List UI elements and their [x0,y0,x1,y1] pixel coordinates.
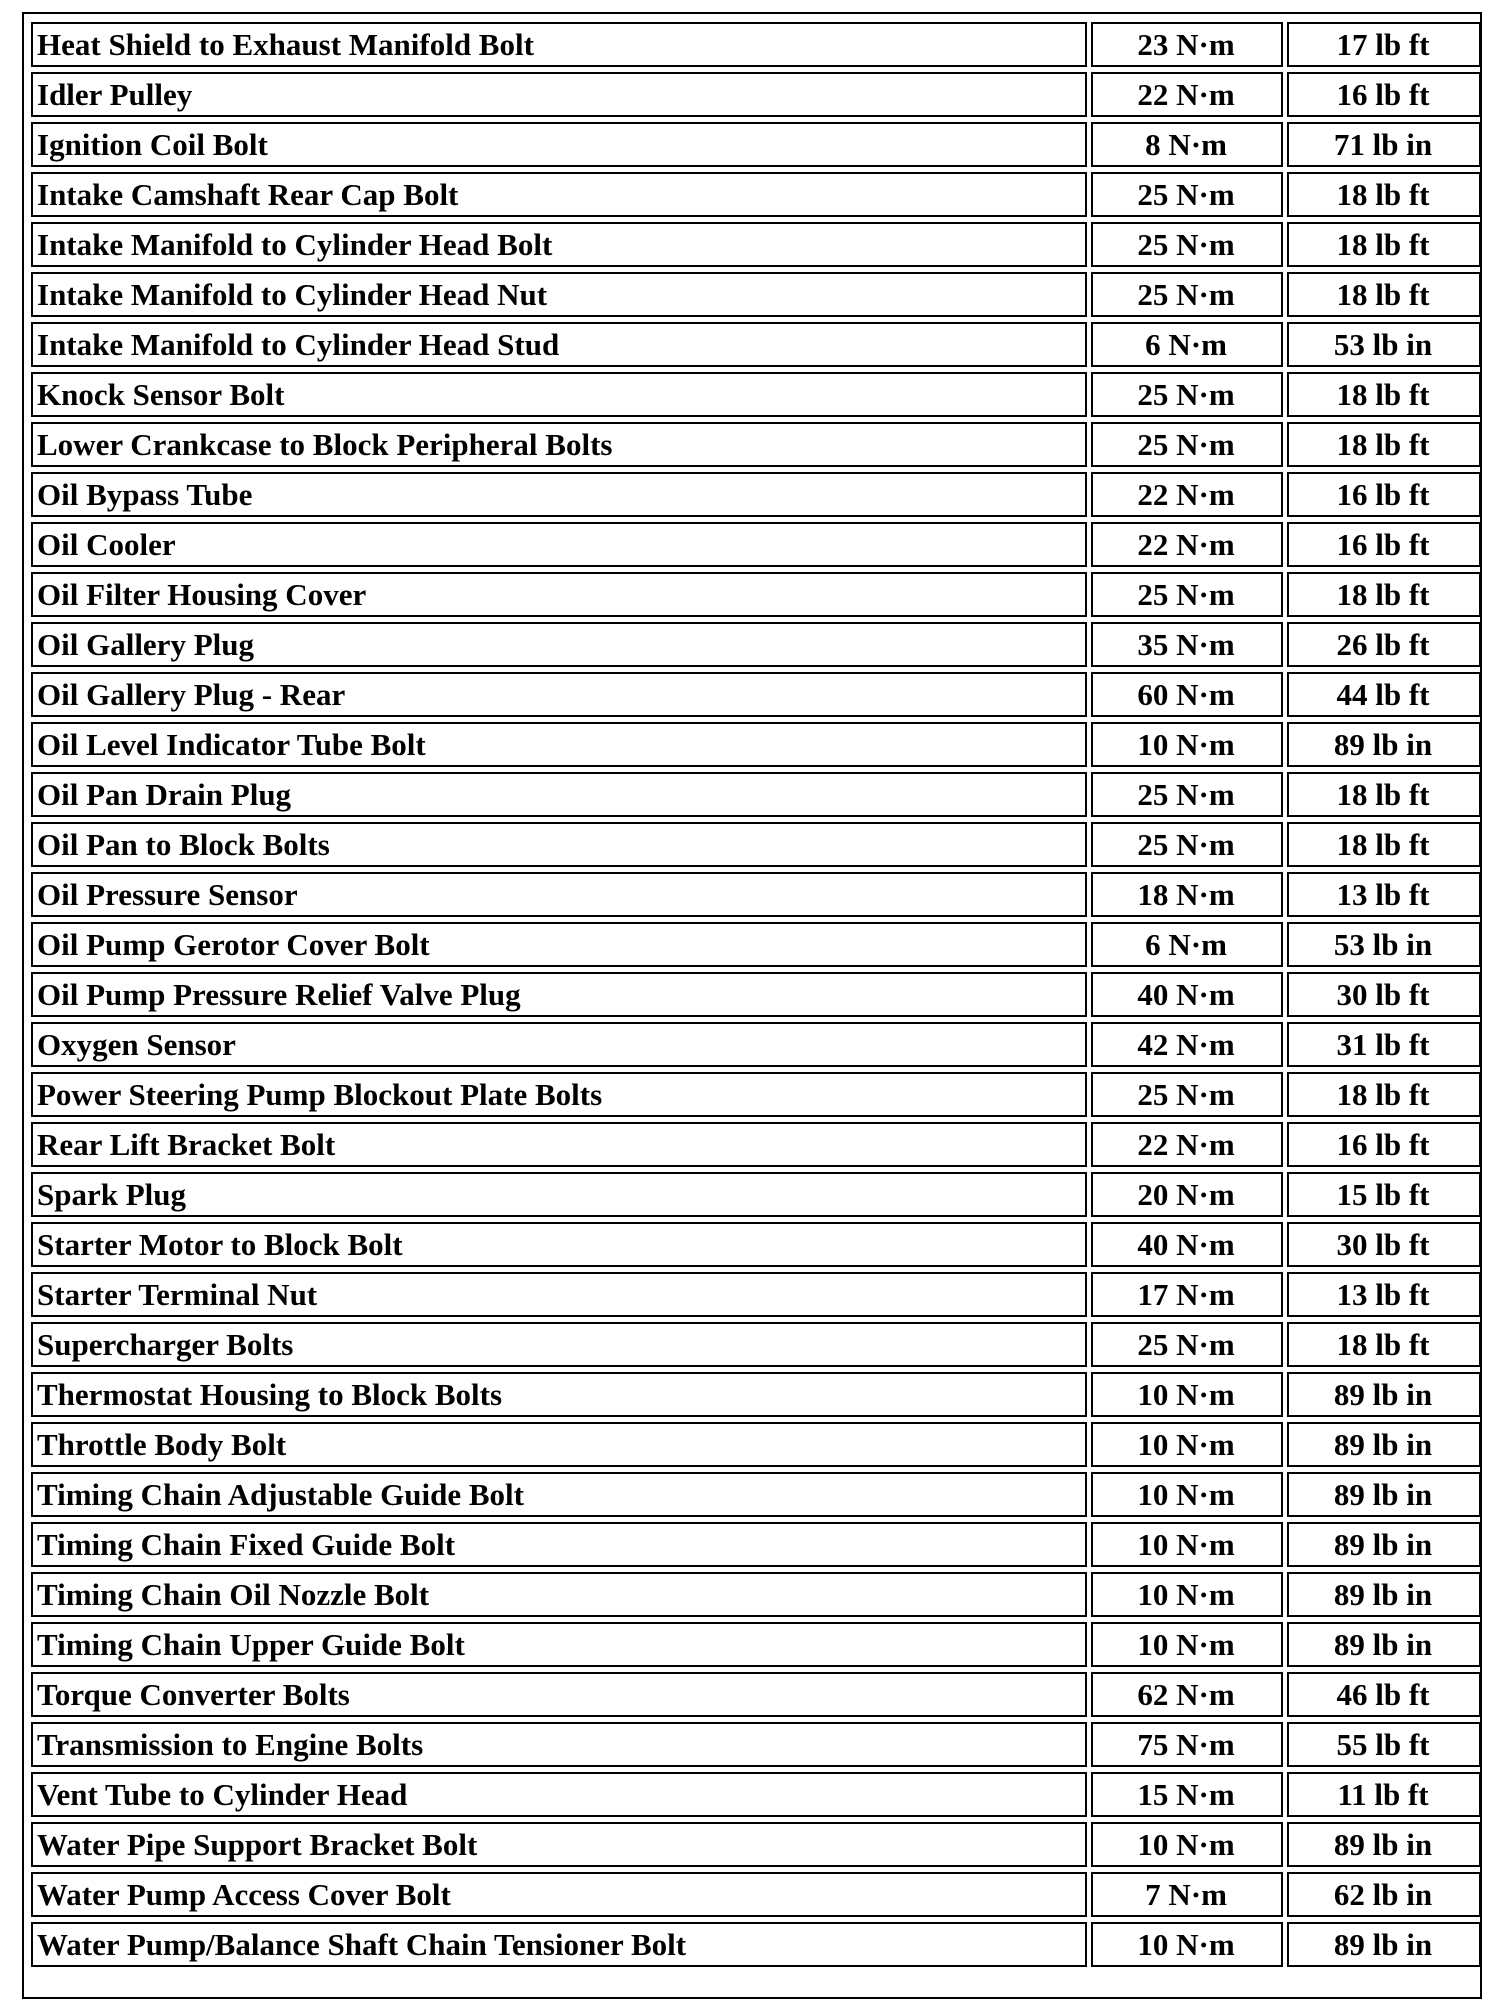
english-torque-cell: 30 lb ft [1287,1222,1481,1267]
application-cell: Oil Pressure Sensor [31,872,1087,917]
application-cell: Vent Tube to Cylinder Head [31,1772,1087,1817]
metric-torque-cell: 60 N·m [1091,672,1283,717]
application-cell: Oil Pan to Block Bolts [31,822,1087,867]
metric-torque-cell: 20 N·m [1091,1172,1283,1217]
table-row [31,72,1481,117]
table-row [31,1472,1481,1517]
table-row [31,1772,1481,1817]
table-row [31,972,1481,1017]
table-row [31,1072,1481,1117]
metric-torque-cell: 10 N·m [1091,1472,1283,1517]
table-row [31,22,1481,67]
english-torque-cell: 89 lb in [1287,1622,1481,1667]
metric-torque-cell: 17 N·m [1091,1272,1283,1317]
application-cell: Intake Manifold to Cylinder Head Stud [31,322,1087,367]
metric-torque-cell: 18 N·m [1091,872,1283,917]
application-cell: Oil Pump Pressure Relief Valve Plug [31,972,1087,1017]
application-cell: Heat Shield to Exhaust Manifold Bolt [31,22,1087,67]
english-torque-cell: 53 lb in [1287,922,1481,967]
metric-torque-cell: 25 N·m [1091,1072,1283,1117]
application-cell: Supercharger Bolts [31,1322,1087,1367]
english-torque-cell: 16 lb ft [1287,472,1481,517]
application-cell: Oil Filter Housing Cover [31,572,1087,617]
application-cell: Transmission to Engine Bolts [31,1722,1087,1767]
table-row [31,1872,1481,1917]
application-cell: Rear Lift Bracket Bolt [31,1122,1087,1167]
application-cell: Oil Level Indicator Tube Bolt [31,722,1087,767]
metric-torque-cell: 22 N·m [1091,472,1283,517]
english-torque-cell: 18 lb ft [1287,572,1481,617]
metric-torque-cell: 23 N·m [1091,22,1283,67]
metric-torque-cell: 10 N·m [1091,1572,1283,1617]
table-row [31,622,1481,667]
table-row [31,472,1481,517]
application-cell: Timing Chain Oil Nozzle Bolt [31,1572,1087,1617]
table-row [31,672,1481,717]
english-torque-cell: 18 lb ft [1287,1322,1481,1367]
application-cell: Knock Sensor Bolt [31,372,1087,417]
fastener-torque-table [27,17,1485,1972]
application-cell: Intake Manifold to Cylinder Head Nut [31,272,1087,317]
application-cell: Oil Bypass Tube [31,472,1087,517]
metric-torque-cell: 22 N·m [1091,522,1283,567]
table-row [31,1672,1481,1717]
english-torque-cell: 89 lb in [1287,1572,1481,1617]
metric-torque-cell: 22 N·m [1091,72,1283,117]
table-row [31,822,1481,867]
application-cell: Water Pipe Support Bracket Bolt [31,1822,1087,1867]
english-torque-cell: 55 lb ft [1287,1722,1481,1767]
table-row [31,922,1481,967]
metric-torque-cell: 25 N·m [1091,172,1283,217]
table-row [31,222,1481,267]
english-torque-cell: 18 lb ft [1287,422,1481,467]
english-torque-cell: 17 lb ft [1287,22,1481,67]
table-row [31,1922,1481,1967]
application-cell: Oil Gallery Plug - Rear [31,672,1087,717]
english-torque-cell: 18 lb ft [1287,272,1481,317]
application-cell: Oxygen Sensor [31,1022,1087,1067]
metric-torque-cell: 25 N·m [1091,422,1283,467]
english-torque-cell: 31 lb ft [1287,1022,1481,1067]
metric-torque-cell: 25 N·m [1091,572,1283,617]
application-cell: Intake Camshaft Rear Cap Bolt [31,172,1087,217]
english-torque-cell: 16 lb ft [1287,1122,1481,1167]
metric-torque-cell: 10 N·m [1091,1922,1283,1967]
table-row [31,1522,1481,1567]
metric-torque-cell: 22 N·m [1091,1122,1283,1167]
table-row [31,1222,1481,1267]
metric-torque-cell: 35 N·m [1091,622,1283,667]
metric-torque-cell: 62 N·m [1091,1672,1283,1717]
application-cell: Oil Pan Drain Plug [31,772,1087,817]
table-row [31,1372,1481,1417]
english-torque-cell: 13 lb ft [1287,872,1481,917]
english-torque-cell: 62 lb in [1287,1872,1481,1917]
english-torque-cell: 11 lb ft [1287,1772,1481,1817]
table-row [31,572,1481,617]
english-torque-cell: 89 lb in [1287,722,1481,767]
metric-torque-cell: 10 N·m [1091,1822,1283,1867]
table-row [31,1722,1481,1767]
application-cell: Oil Cooler [31,522,1087,567]
table-row [31,722,1481,767]
table-row [31,772,1481,817]
application-cell: Water Pump/Balance Shaft Chain Tensioner Bolt [31,1922,1087,1967]
table-row [31,1122,1481,1167]
application-cell: Ignition Coil Bolt [31,122,1087,167]
table-row [31,322,1481,367]
english-torque-cell: 18 lb ft [1287,1072,1481,1117]
application-cell: Water Pump Access Cover Bolt [31,1872,1087,1917]
metric-torque-cell: 42 N·m [1091,1022,1283,1067]
english-torque-cell: 16 lb ft [1287,522,1481,567]
metric-torque-cell: 40 N·m [1091,972,1283,1017]
metric-torque-cell: 25 N·m [1091,372,1283,417]
metric-torque-cell: 75 N·m [1091,1722,1283,1767]
table-row [31,372,1481,417]
metric-torque-cell: 15 N·m [1091,1772,1283,1817]
table-row [31,1322,1481,1367]
english-torque-cell: 18 lb ft [1287,372,1481,417]
table-row [31,872,1481,917]
english-torque-cell: 18 lb ft [1287,172,1481,217]
application-cell: Timing Chain Adjustable Guide Bolt [31,1472,1087,1517]
english-torque-cell: 15 lb ft [1287,1172,1481,1217]
english-torque-cell: 89 lb in [1287,1522,1481,1567]
application-cell: Thermostat Housing to Block Bolts [31,1372,1087,1417]
english-torque-cell: 18 lb ft [1287,822,1481,867]
english-torque-cell: 53 lb in [1287,322,1481,367]
application-cell: Power Steering Pump Blockout Plate Bolts [31,1072,1087,1117]
english-torque-cell: 71 lb in [1287,122,1481,167]
english-torque-cell: 18 lb ft [1287,772,1481,817]
application-cell: Idler Pulley [31,72,1087,117]
english-torque-cell: 89 lb in [1287,1922,1481,1967]
english-torque-cell: 89 lb in [1287,1822,1481,1867]
english-torque-cell: 18 lb ft [1287,222,1481,267]
english-torque-cell: 46 lb ft [1287,1672,1481,1717]
application-cell: Starter Motor to Block Bolt [31,1222,1087,1267]
application-cell: Starter Terminal Nut [31,1272,1087,1317]
metric-torque-cell: 10 N·m [1091,1372,1283,1417]
metric-torque-cell: 10 N·m [1091,1622,1283,1667]
metric-torque-cell: 6 N·m [1091,922,1283,967]
table-row [31,1622,1481,1667]
english-torque-cell: 13 lb ft [1287,1272,1481,1317]
table-row [31,172,1481,217]
metric-torque-cell: 25 N·m [1091,822,1283,867]
english-torque-cell: 89 lb in [1287,1372,1481,1417]
english-torque-cell: 16 lb ft [1287,72,1481,117]
fastener-specifications-sheet [22,12,1482,1999]
table-row [31,1022,1481,1067]
table-row [31,1172,1481,1217]
application-cell: Timing Chain Upper Guide Bolt [31,1622,1087,1667]
english-torque-cell: 89 lb in [1287,1422,1481,1467]
table-row [31,272,1481,317]
table-row [31,1572,1481,1617]
metric-torque-cell: 10 N·m [1091,1522,1283,1567]
english-torque-cell: 89 lb in [1287,1472,1481,1517]
application-cell: Throttle Body Bolt [31,1422,1087,1467]
application-cell: Torque Converter Bolts [31,1672,1087,1717]
table-row [31,422,1481,467]
application-cell: Timing Chain Fixed Guide Bolt [31,1522,1087,1567]
fastener-torque-table-body [31,22,1481,1967]
english-torque-cell: 44 lb ft [1287,672,1481,717]
application-cell: Intake Manifold to Cylinder Head Bolt [31,222,1087,267]
table-row [31,1822,1481,1867]
metric-torque-cell: 10 N·m [1091,1422,1283,1467]
metric-torque-cell: 25 N·m [1091,1322,1283,1367]
table-row [31,122,1481,167]
metric-torque-cell: 40 N·m [1091,1222,1283,1267]
application-cell: Lower Crankcase to Block Peripheral Bolts [31,422,1087,467]
english-torque-cell: 26 lb ft [1287,622,1481,667]
metric-torque-cell: 25 N·m [1091,772,1283,817]
application-cell: Oil Pump Gerotor Cover Bolt [31,922,1087,967]
metric-torque-cell: 8 N·m [1091,122,1283,167]
metric-torque-cell: 25 N·m [1091,222,1283,267]
metric-torque-cell: 7 N·m [1091,1872,1283,1917]
table-row [31,522,1481,567]
table-row [31,1272,1481,1317]
metric-torque-cell: 25 N·m [1091,272,1283,317]
english-torque-cell: 30 lb ft [1287,972,1481,1017]
metric-torque-cell: 6 N·m [1091,322,1283,367]
application-cell: Oil Gallery Plug [31,622,1087,667]
table-row [31,1422,1481,1467]
application-cell: Spark Plug [31,1172,1087,1217]
metric-torque-cell: 10 N·m [1091,722,1283,767]
